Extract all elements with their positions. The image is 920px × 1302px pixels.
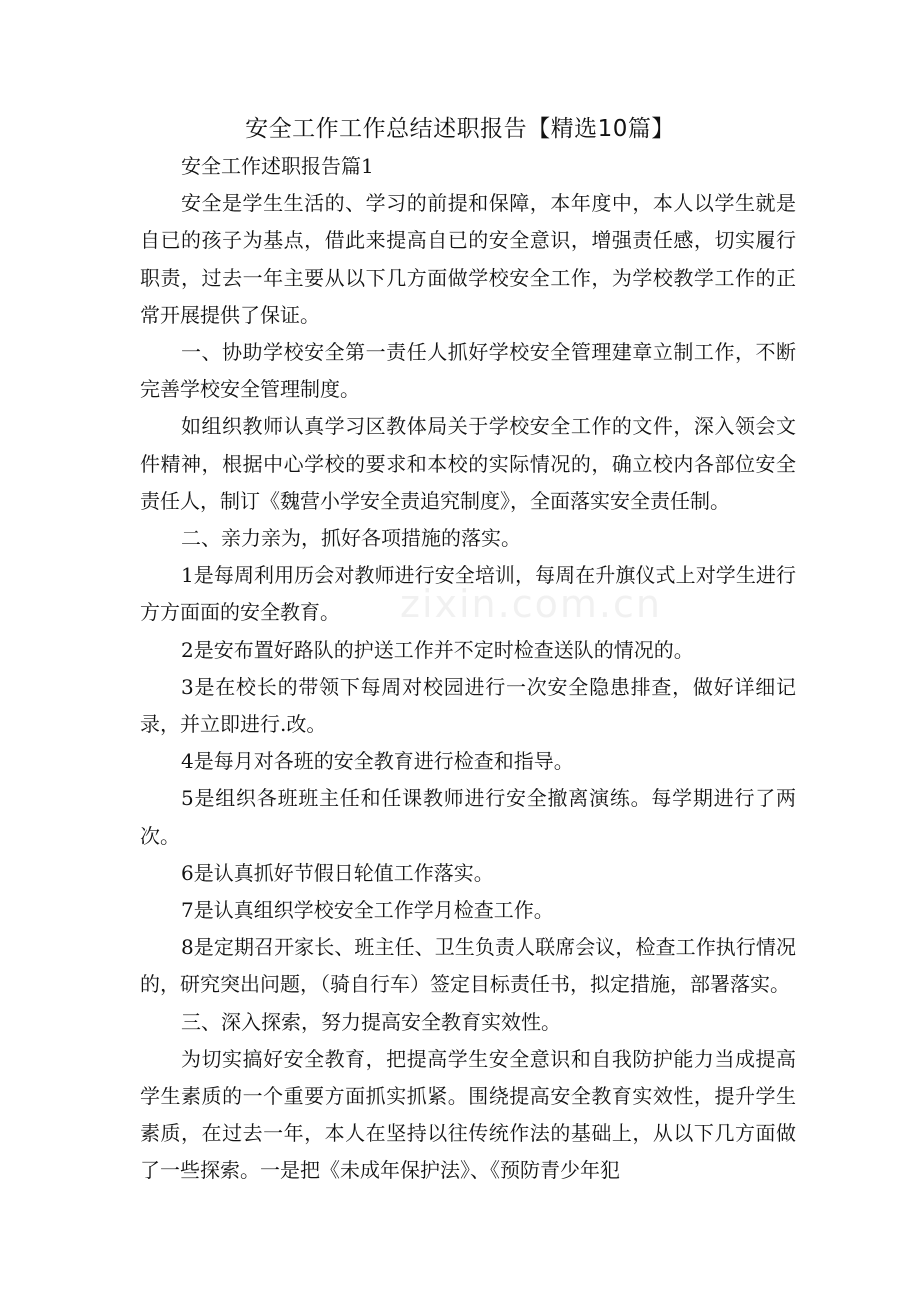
document-body: [140, 148, 796, 1190]
paragraph-2: 一、协助学校安全第一责任人抓好学校安全管理建章立制工作，不断完善学校安全管理制度。: [140, 340, 796, 402]
paragraph-7: 3是在校长的带领下每周对校园进行一次安全隐患排查，做好详细记录，并立即进行.改。: [140, 674, 796, 737]
paragraph-1: 安全是学生生活的、学习的前提和保障，本年度中，本人以学生就是自已的孩子为基点，借此来提高自已的安全意识，增强责任感，切实履行职责，过去一年主要从以下几方面做学校安全工作，为学校教学工作的正常开展提供了保证。: [140, 191, 796, 327]
paragraph-9: 5是组织各班班主任和任课教师进行安全撤离演练。每学期进行了两次。: [140, 786, 796, 848]
section-heading: 安全工作述职报告篇1: [181, 154, 374, 178]
paragraph-4: 二、亲力亲为，抓好各项措施的落实。: [181, 526, 521, 551]
paragraph-13: 三、深入探索，努力提高安全教育实效性。: [181, 1009, 561, 1034]
paragraph-3: 如组织教师认真学习区教体局关于学校安全工作的文件，深入领会文件精神，根据中心学校的要求和本校的实际情况的，确立校内各部位安全责任人，制订《魏营小学安全责追究制度》，全面落实安全责任制。: [140, 414, 796, 513]
document-title: 安全工作工作总结述职报告【精选10篇】: [245, 116, 675, 142]
paragraph-10: 6是认真抓好节假日轮值工作落实。: [181, 860, 494, 885]
paragraph-12: 8是定期召开家长、班主任、卫生负责人联席会议，检查工作执行情况的，研究突出问题，（骑自行车）签定目标责任书，拟定措施，部署落实。: [140, 935, 796, 997]
paragraph-14: 为切实搞好安全教育，把提高学生安全意识和自我防护能力当成提高学生素质的一个重要方面抓实抓紧。围绕提高安全教育实效性，提升学生素质，在过去一年，本人在坚持以往传统作法的基础上，从以下几方面做了一些探索。一是把《未成年保护法》、《预防青少年犯: [140, 1046, 796, 1183]
paragraph-5: 1是每周利用历会对教师进行安全培训，每周在升旗仪式上对学生进行方方面面的安全教育。: [140, 563, 796, 625]
paragraph-6: 2是安布置好路队的护送工作并不定时检查送队的情况的。: [181, 637, 694, 662]
paragraph-8: 4是每月对各班的安全教育进行检查和指导。: [181, 749, 574, 774]
watermark-text: zixin.com.cn: [400, 582, 662, 626]
paragraph-11: 7是认真组织学校安全工作学月检查工作。: [181, 898, 554, 923]
